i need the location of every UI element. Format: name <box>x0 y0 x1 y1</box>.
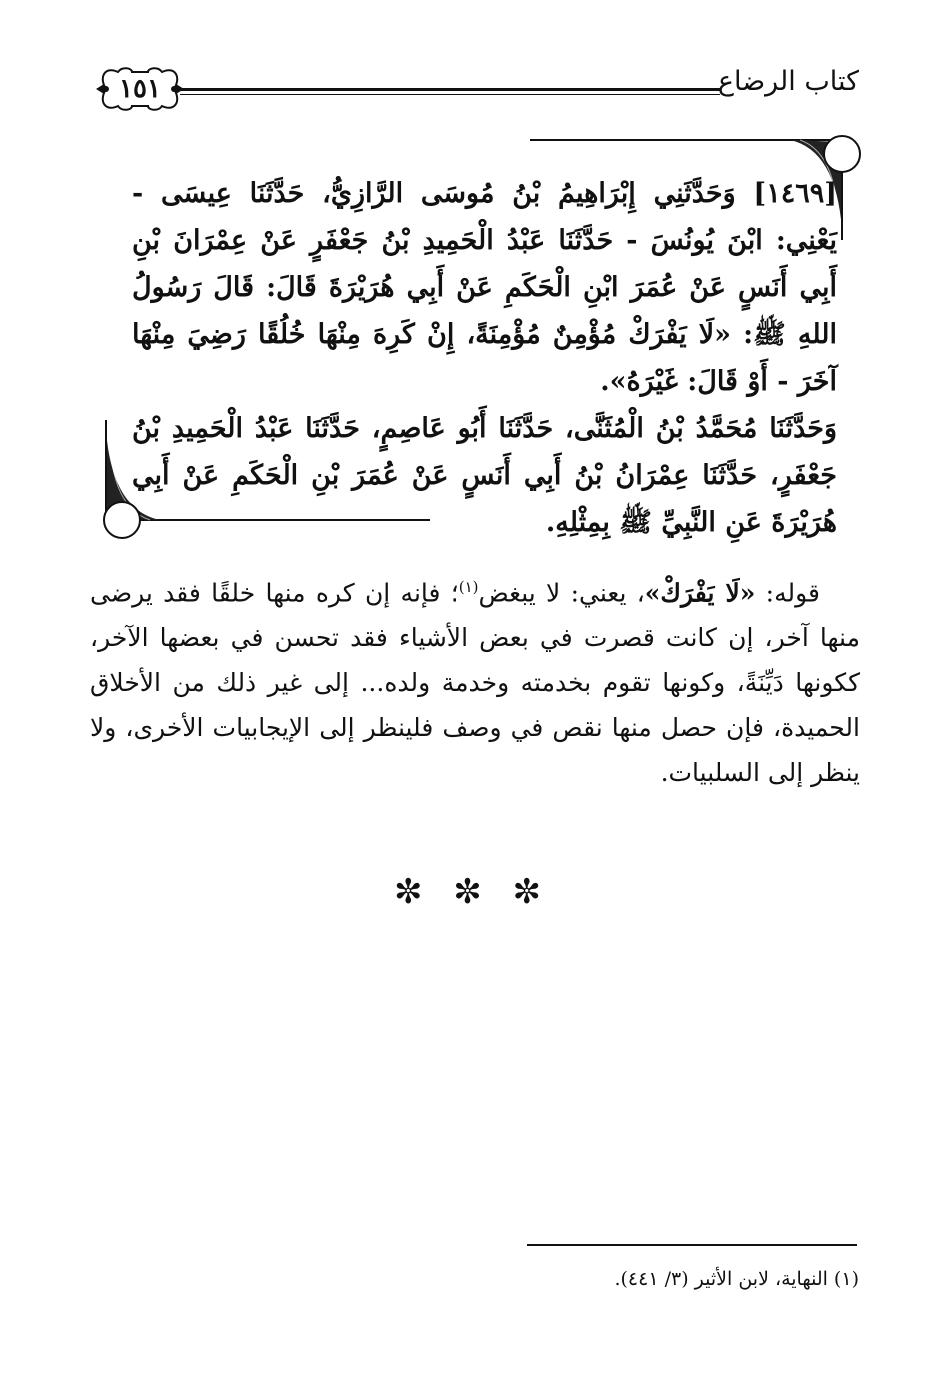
corner-circle-icon <box>824 136 860 172</box>
footnote: (١) النهاية، لابن الأثير (٣/ ٤٤١). <box>614 1268 859 1290</box>
commentary <box>90 565 860 795</box>
page-number: ١٥١ <box>119 74 161 104</box>
footnote-reference: (١) <box>458 578 479 596</box>
commentary-lead: قوله: <box>755 578 820 608</box>
section-separator: ✼ ✼ ✼ <box>393 872 552 912</box>
commentary-paragraph <box>90 565 860 795</box>
commentary-text-before-note: ، يعني: لا يبغض <box>478 578 645 608</box>
running-title: كتاب الرضاع <box>717 66 859 97</box>
hadith-text <box>132 170 837 546</box>
commentary-text-after-note: ؛ فإنه إن كره منها خلقًا فقد يرضى منها آخر، إن كانت قصرت في بعض الأشياء فقد تحسن في بعضها الآخر، ككونها دَيِّنَةً، وكونها تقوم بخدمته وخدمة ولده... إلى غير ذلك من الأخلاق الحميدة، فإن حصل منها نقص في وصف فلينظر إلى الإيجابيات الأخرى، ولا ينظر إلى السلبيات. <box>90 578 860 788</box>
commentary-quoted-word: «لَا يَفْرَكْ» <box>644 578 756 608</box>
hadith-paragraph-main: [١٤٦٩] وَحَدَّثَنِي إِبْرَاهِيمُ بْنُ مُوسَى الرَّازِيُّ، حَدَّثَنَا عِيسَى - يَعْنِي: ابْنَ يُونُسَ - حَدَّثَنَا عَبْدُ الْحَمِيدِ بْنُ جَعْفَرٍ عَنْ عِمْرَانَ بْنِ أَبِي أَنَسٍ عَنْ عُمَرَ ابْنِ الْحَكَمِ عَنْ أَبِي هُرَيْرَةَ قَالَ: قَالَ رَسُولُ اللهِ ﷺ: «لَا يَفْرَكْ مُؤْمِنٌ مُؤْمِنَةً، إِنْ كَرِهَ مِنْهَا خُلُقًا رَضِيَ مِنْهَا آخَرَ - أَوْ قَالَ: غَيْرَهُ». <box>132 178 837 397</box>
footnote-rule <box>527 1244 857 1246</box>
hadith-paragraph-chain: وَحَدَّثَنَا مُحَمَّدُ بْنُ الْمُثَنَّى، حَدَّثَنَا أَبُو عَاصِمٍ، حَدَّثَنَا عَبْدُ الْحَمِيدِ بْنُ جَعْفَرٍ، حَدَّثَنَا عِمْرَانُ بْنُ أَبِي أَنَسٍ عَنْ عُمَرَ بْنِ الْحَكَمِ عَنْ أَبِي هُرَيْرَةَ عَنِ النَّبِيِّ ﷺ بِمِثْلِهِ. <box>132 413 837 538</box>
